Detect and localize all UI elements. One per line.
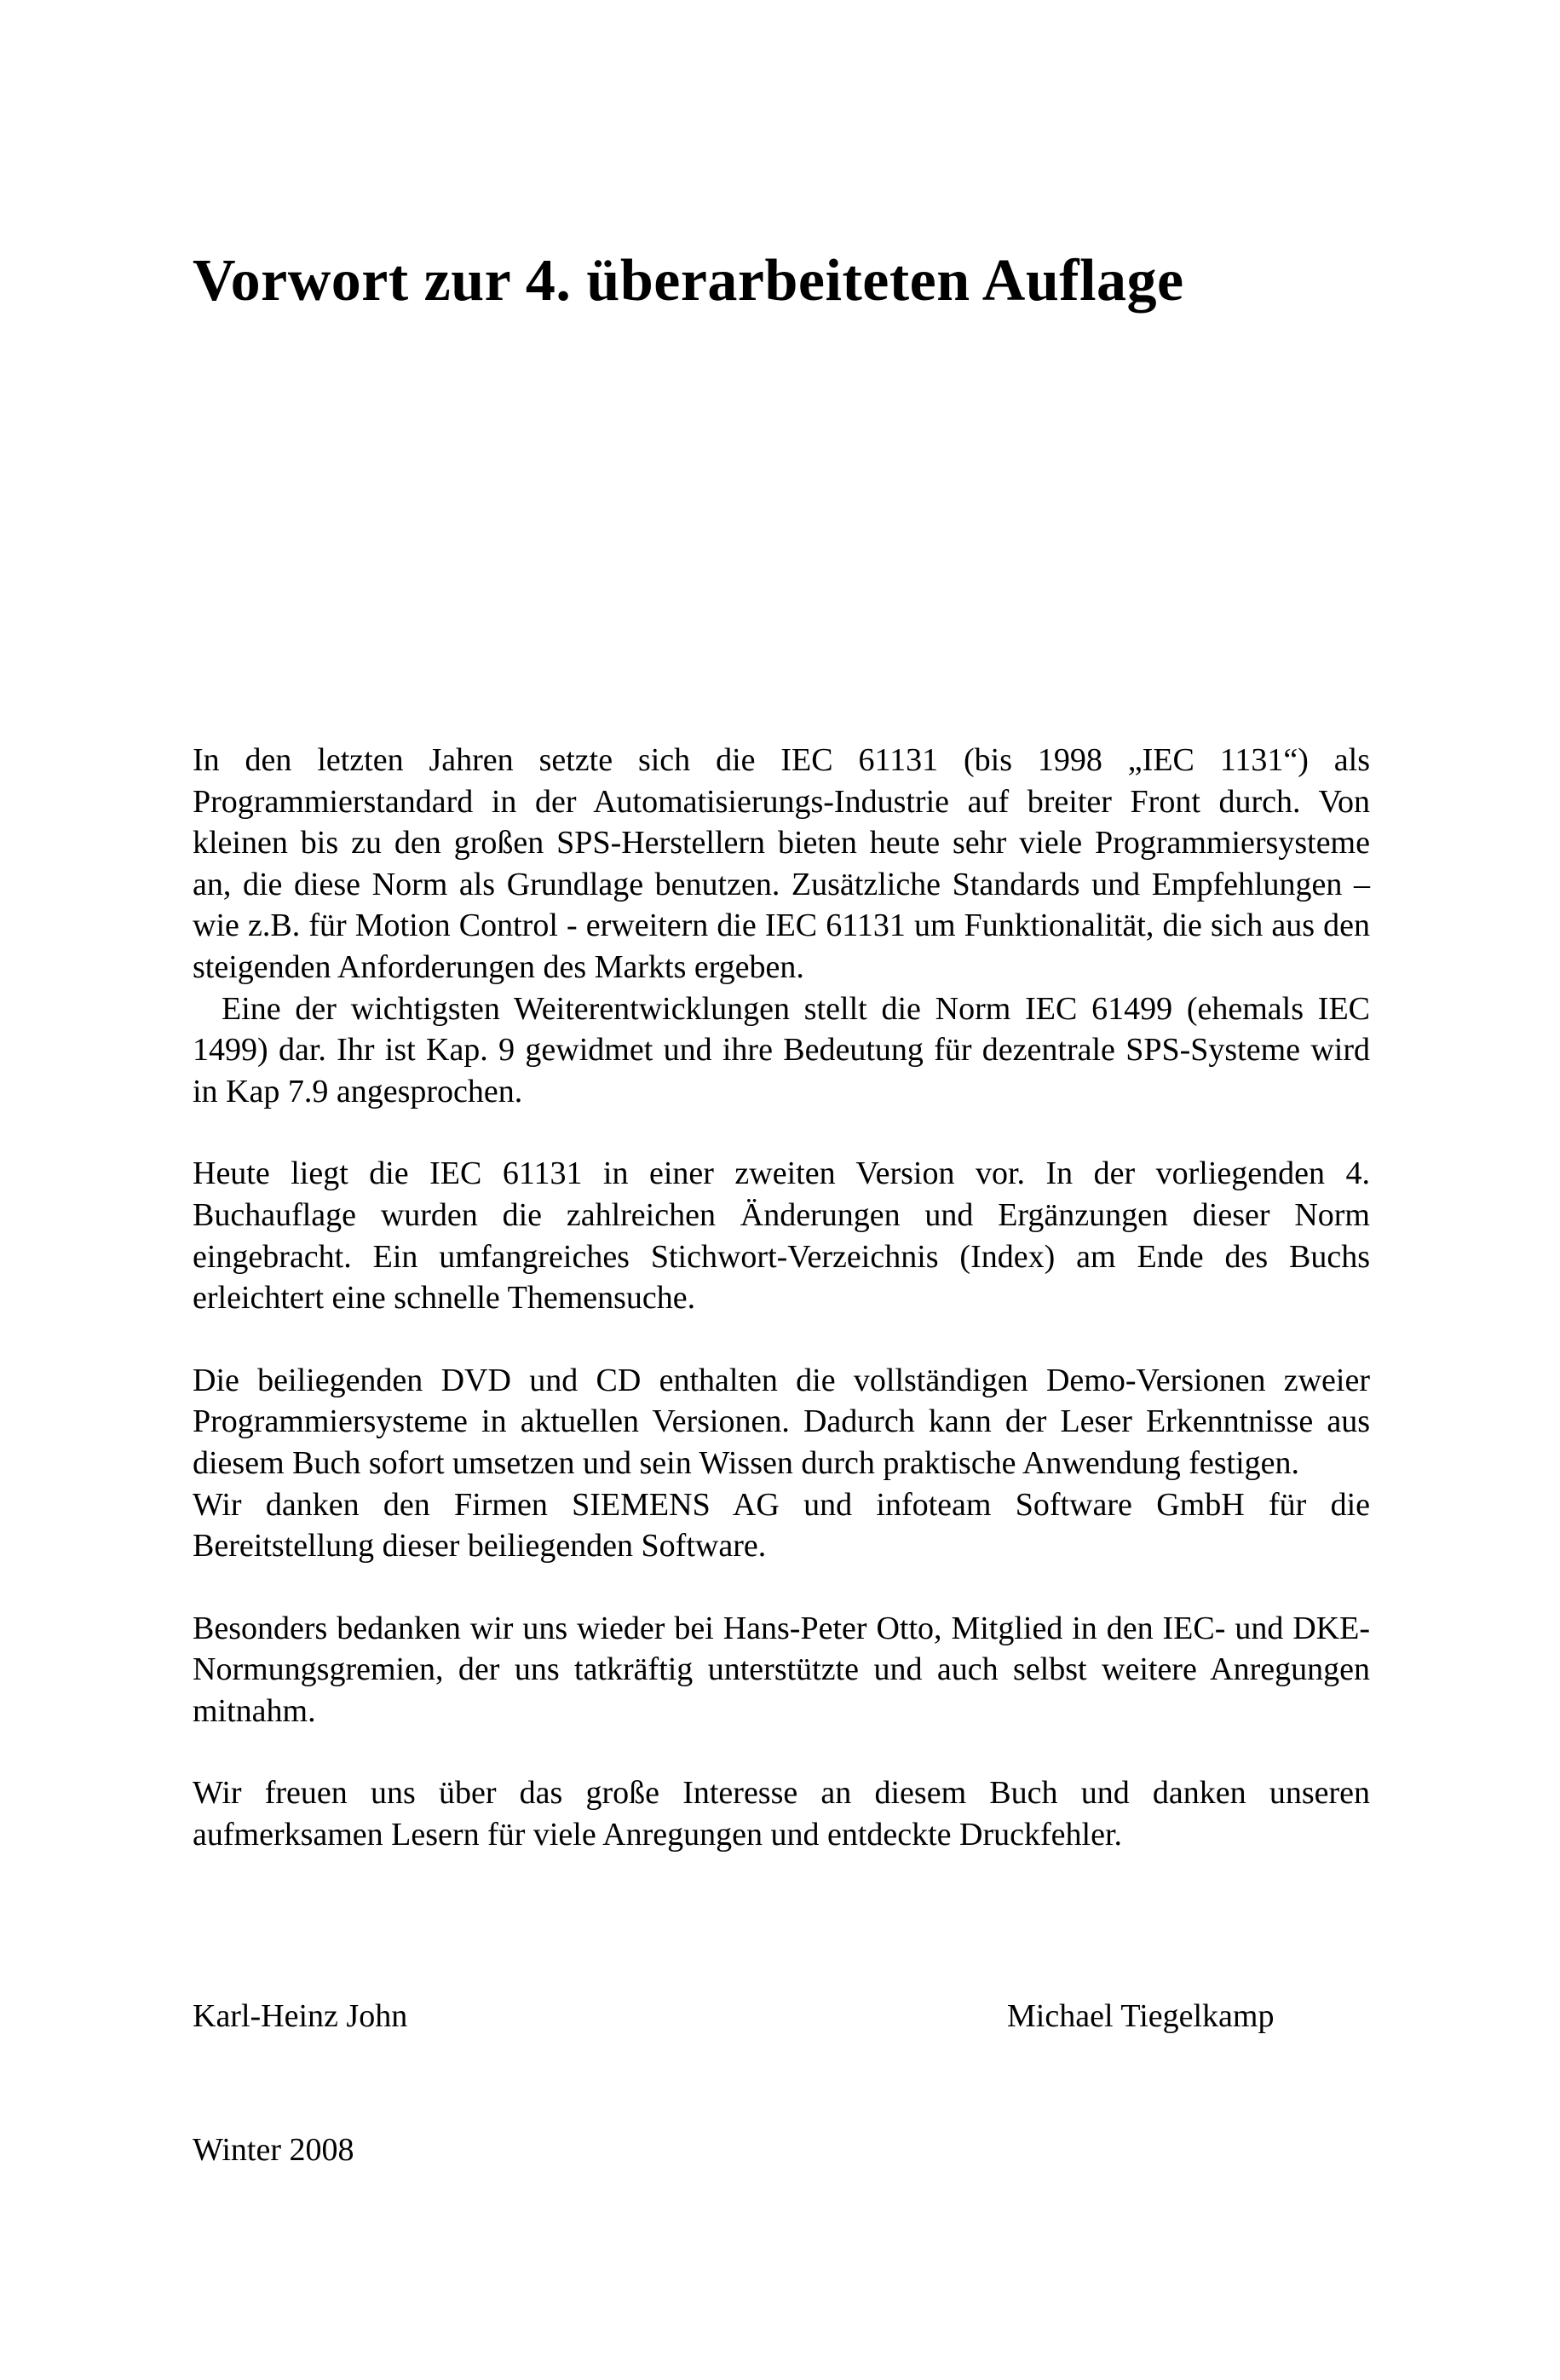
paragraph-second-version: Heute liegt die IEC 61131 in einer zweiten Version vor. In der vorliegenden 4. Buchauflage wurden die zahlreichen Änderungen und Ergänzungen dieser Norm eingebracht. Ein umfangreiches Stichwort-Verzeichnis (Index) am Ende des Buchs erleichtert eine schnelle Themensuche. [193, 1155, 1370, 1317]
page-title: Vorwort zur 4. überarbeiteten Auflage [193, 248, 1184, 314]
paragraph-dvd-cd: Die beiliegenden DVD und CD enthalten die vollständigen Demo-Versionen zweier Programmiersysteme in aktuellen Versionen. Dadurch kann der Leser Erkenntnisse aus diesem Buch sofort umsetzen und sein Wissen durch praktische Anwendung festigen. [193, 1362, 1370, 1481]
preface-body [193, 740, 1370, 1856]
signatures [193, 1996, 1370, 2038]
author-signature-left: Karl-Heinz John [193, 1998, 408, 2034]
paragraph-thanks-otto: Besonders bedanken wir uns wieder bei Hans-Peter Otto, Mitglied in den IEC- und DKE-Normungsgremien, der uns tatkräftig unterstützte und auch selbst weitere Anregungen mitnahm. [193, 1610, 1370, 1729]
paragraph-thanks-readers: Wir freuen uns über das große Interesse an diesem Buch und danken unseren aufmerksamen Lesern für viele Anregungen und entdeckte Druckfehler. [193, 1775, 1370, 1853]
author-signature-right: Michael Tiegelkamp [1007, 1998, 1275, 2034]
date-line: Winter 2008 [193, 2132, 354, 2168]
paragraph-iec-61499: Eine der wichtigsten Weiterentwicklungen stellt die Norm IEC 61499 (ehemals IEC 1499) dar. Ihr ist Kap. 9 gewidmet und ihre Bedeutung für dezentrale SPS-Systeme wird in Kap 7.9 angesprochen. [193, 990, 1370, 1109]
paragraph-iec-61131-intro: In den letzten Jahren setzte sich die IEC 61131 (bis 1998 „IEC 1131“) als Programmierstandard in der Automatisierungs-Industrie auf breiter Front durch. Von kleinen bis zu den großen SPS-Herstellern bieten heute sehr viele Programmiersysteme an, die diese Norm als Grundlage benutzen. Zusätzliche Standards und Empfehlungen – wie z.B. für Motion Control - erweitern die IEC 61131 um Funktionalität, die sich aus den steigenden Anforderungen des Markts ergeben. [193, 742, 1370, 985]
paragraph-thanks-companies: Wir danken den Firmen SIEMENS AG und infoteam Software GmbH für die Bereitstellung dieser beiliegenden Software. [193, 1486, 1370, 1565]
